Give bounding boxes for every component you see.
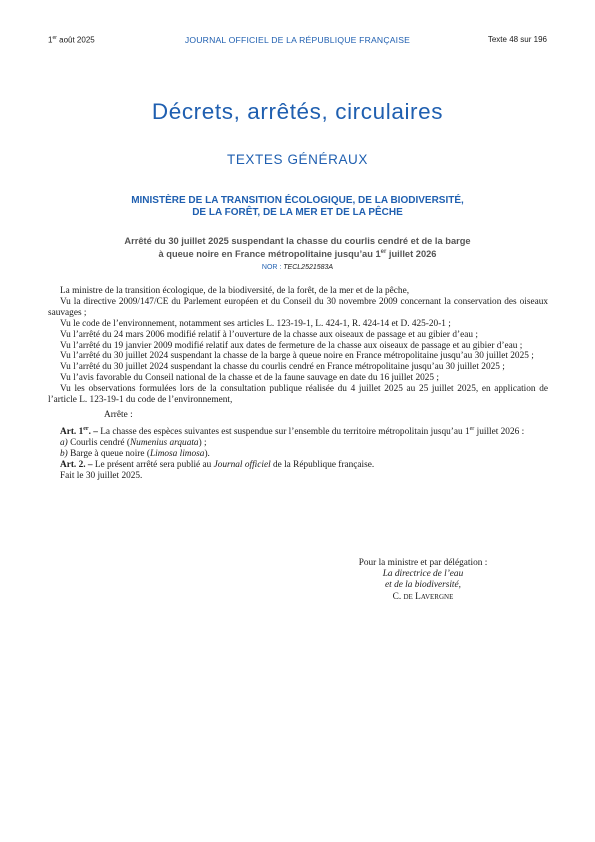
preamble-paragraph: Vu l’arrêté du 30 juillet 2024 suspendant la chasse de la barge à queue noire en France métropolitaine jusqu’au 30 juillet 2025 ; (60, 351, 534, 362)
article-1-item-a (48, 438, 548, 449)
article-1-label-sup: er (83, 425, 89, 432)
article-1-label-text: Art. 1 (60, 426, 84, 437)
item-b-latin: Limosa limosa (149, 448, 205, 459)
item-a-label: a) (60, 437, 68, 448)
article-2-dash: – (85, 459, 95, 470)
header-journal-title: JOURNAL OFFICIEL DE LA RÉPUBLIQUE FRANÇAISE (184, 35, 411, 45)
item-b-end: ). (204, 448, 210, 459)
preamble-paragraph: Vu l’arrêté du 30 juillet 2024 suspendant la chasse du courlis cendré en France métropolitaine jusqu’au 30 juillet 2025 ; (60, 362, 505, 373)
item-b-label: b) (60, 448, 68, 459)
article-2-text: Le présent arrêté sera publié au (94, 459, 214, 470)
decree-title-line-2-end: juillet 2026 (386, 249, 437, 260)
decree-title-line-1: Arrêté du 30 juillet 2025 suspendant la chasse du courlis cendré et de la barge (124, 236, 471, 246)
decree-title (60, 236, 535, 260)
article-2-label-text: Art. 2. (60, 459, 86, 470)
article-1-item-b (48, 449, 548, 460)
subsection-title: TEXTES GÉNÉRAUX (226, 152, 369, 167)
item-a-end: ) ; (198, 437, 207, 448)
preamble-paragraph: Vu l’arrêté du 24 mars 2006 modifié relatif à l’ouverture de la chasse aux oiseaux de passage et au gibier d’eau ; (60, 329, 478, 340)
header-date-rest: août 2025 (56, 35, 95, 45)
article-1-text-end: juillet 2026 : (474, 426, 525, 437)
section-title: Décrets, arrêtés, circulaires (151, 99, 444, 124)
preamble-paragraph: Vu l’avis favorable du Conseil national de la chasse et de la faune sauvage en date du 16 juillet 2025 ; (60, 373, 439, 384)
decree-body (48, 286, 548, 482)
signature-name (300, 592, 546, 603)
nor-reference (0, 264, 595, 271)
ministry-line-2: DE LA FORÊT, DE LA MER ET DE LA PÊCHE (192, 207, 403, 218)
ministry-heading (40, 195, 555, 219)
decree-title-line-2 (60, 247, 535, 260)
preamble-paragraph: Vu le code de l’environnement, notamment ses articles L. 123-19-1, L. 424-1, R. 424-14 et D. 425-20-1 ; (60, 318, 451, 329)
article-2-text-end: de la République française. (270, 459, 375, 470)
signature-surname: Lavergne (415, 591, 454, 602)
signature-block (300, 558, 546, 603)
item-b-text: Barge à queue noire ( (67, 448, 150, 459)
header-date-sup: er (52, 35, 57, 41)
decree-title-line-2-text: à queue noire en France métropolitaine jusqu’au 1 (158, 249, 381, 260)
nor-label: NOR : (261, 264, 284, 271)
article-1-dash: . – (88, 426, 101, 437)
signature-name-prefix: de (403, 591, 416, 602)
preamble-paragraph: Vu les observations formulées lors de la consultation publique réalisée du 4 juillet 2025 au 25 juillet 2025, en application de l’article L. 123-19-1 du code de l’environnement, (48, 384, 548, 406)
ministry-line-1: MINISTÈRE DE LA TRANSITION ÉCOLOGIQUE, DE LA BIODIVERSITÉ, (131, 195, 464, 206)
nor-code: TECL2521583A (283, 264, 334, 271)
done-date: Fait le 30 juillet 2025. (60, 470, 143, 481)
signature-line-1: Pour la ministre et par délégation : (358, 558, 488, 568)
signature-line-2: La directrice de l’eau (382, 569, 464, 580)
signature-initial: C. (392, 591, 404, 602)
article-1-text-sup: er (469, 425, 475, 432)
article-2 (48, 460, 548, 471)
article-1 (48, 424, 548, 438)
preamble-paragraph: Vu la directive 2009/147/CE du Parlement européen et du Conseil du 30 novembre 2009 concernant la conservation des oiseaux sauvages ; (48, 296, 548, 318)
item-a-latin: Numenius arquata (129, 437, 199, 448)
preamble-paragraph: La ministre de la transition écologique, de la biodiversité, de la forêt, de la mer et de la pêche, (60, 286, 410, 296)
arrete-label: Arrête : (104, 409, 133, 420)
preamble-paragraph: Vu l’arrêté du 19 janvier 2009 modifié relatif aux dates de fermeture de la chasse aux oiseaux de passage et au gibier d’eau ; (60, 340, 523, 351)
header-page-number: Texte 48 sur 196 (487, 35, 547, 44)
decree-title-sup: er (380, 249, 387, 255)
article-1-text: La chasse des espèces suivantes est suspendue sur l’ensemble du territoire métropolitain jusqu’au 1 (100, 426, 470, 437)
article-2-journal: Journal officiel (213, 459, 271, 470)
item-a-text: Courlis cendré ( (67, 437, 130, 448)
header-date-day: 1 (48, 35, 53, 45)
article-2-label (60, 460, 95, 470)
signature-line-3: et de la biodiversité, (385, 580, 461, 591)
article-1-label (60, 427, 100, 437)
